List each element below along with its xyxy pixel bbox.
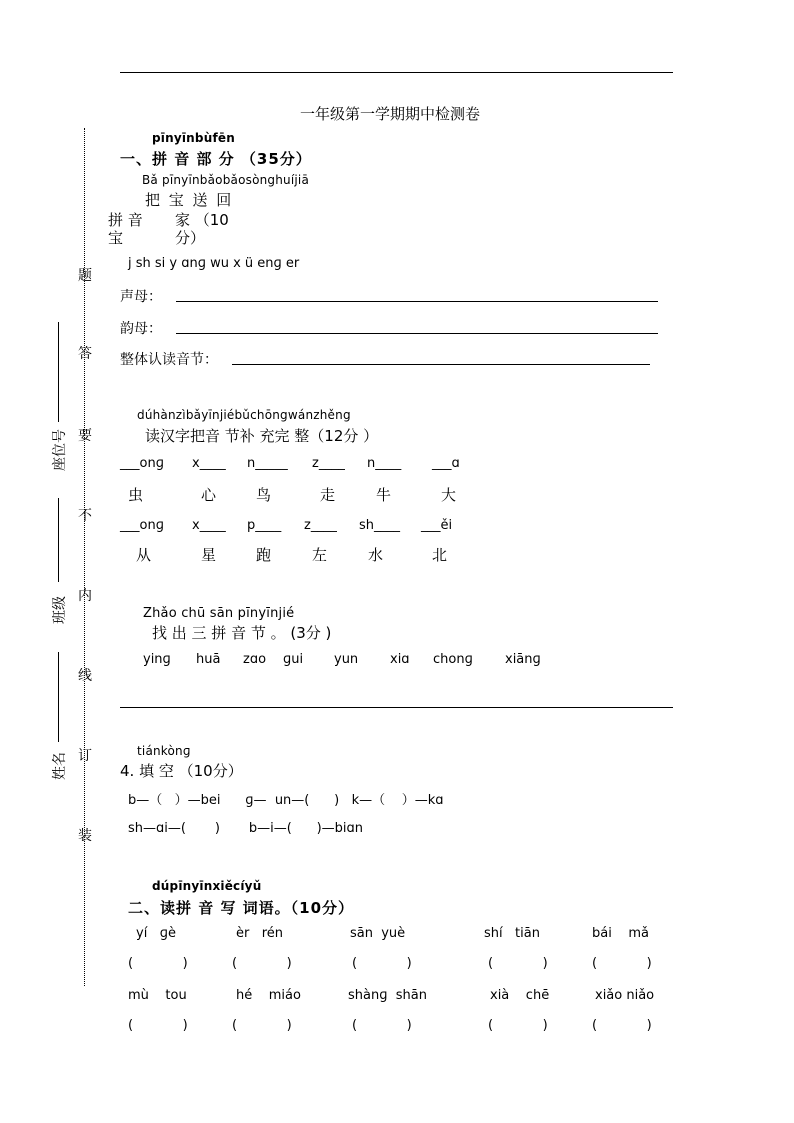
q4-line[interactable]: sh—ɑi—( ) b—i—( )—biɑn <box>128 821 364 836</box>
binding-dotted-line <box>84 128 85 986</box>
q5-pinyin-item: shànɡ shān <box>348 988 427 1003</box>
q2-blank[interactable]: p____ <box>247 518 282 533</box>
q5-pinyin-item: xiǎo niǎo <box>595 988 655 1003</box>
q2-blank[interactable]: ___ěi <box>421 518 453 533</box>
q2-blank[interactable]: ___ɑ <box>432 456 460 471</box>
binding-char: 题 <box>78 268 92 284</box>
q2-hanzi: 从 <box>136 546 152 564</box>
q5-answer-bracket[interactable]: ( ) <box>128 1018 188 1033</box>
seat-number-line <box>58 322 59 422</box>
class-line <box>58 498 59 582</box>
q3-item[interactable]: yinɡ <box>143 652 171 667</box>
top-rule <box>120 72 673 73</box>
name-label: 姓名 <box>52 752 68 780</box>
q2-hanzi: 虫 <box>128 486 144 504</box>
q2-hanzi: 星 <box>201 546 217 564</box>
q2-hanzi: 鸟 <box>256 486 272 504</box>
q2-hanzi: 大 <box>441 486 457 504</box>
q1-pinyin: Bǎ pīnyīnbǎobǎosònghuíjiā <box>142 173 310 187</box>
q3-item[interactable]: yun <box>334 652 359 667</box>
q5-answer-bracket[interactable]: ( ) <box>488 1018 548 1033</box>
binding-char: 装 <box>78 828 92 844</box>
zhengti-answer-line[interactable] <box>232 364 650 365</box>
q5-heading: 二、读拼 音 写 词语。（10分） <box>128 899 355 917</box>
divider-rule <box>120 707 673 708</box>
q2-hanzi: 左 <box>312 546 328 564</box>
q1-hanzi: 把 宝 送 回 <box>145 191 234 209</box>
section1-pinyin: pīnyīnbùfēn <box>152 131 235 145</box>
q4-heading: 4. 填 空 （10分） <box>120 762 243 780</box>
q5-pinyin-item: bái mǎ <box>592 926 649 941</box>
q5-pinyin-item: èr rén <box>236 926 284 941</box>
q5-pinyin-item: hé miáo <box>236 988 301 1003</box>
q2-hanzi: 牛 <box>376 486 392 504</box>
binding-char: 答 <box>78 346 92 362</box>
q2-hanzi: 跑 <box>256 546 272 564</box>
q3-item[interactable]: chonɡ <box>433 652 473 667</box>
q2-pinyin: dúhànzìbǎyīnjiébǔchōngwánzhěng <box>137 408 351 422</box>
q1-text: 家 （10 <box>175 211 229 229</box>
q5-answer-bracket[interactable]: ( ) <box>592 1018 652 1033</box>
class-label: 班级 <box>52 596 68 624</box>
section1-heading: 一、拼 音 部 分 （35分） <box>120 150 312 168</box>
zhengti-label: 整体认读音节： <box>120 352 218 368</box>
q2-hanzi: 北 <box>432 546 448 564</box>
q2-blank[interactable]: x____ <box>192 518 226 533</box>
q3-pinyin: Zhǎo chū sān pīnyīnjié <box>143 606 295 621</box>
q2-blank[interactable]: x____ <box>192 456 226 471</box>
q5-pinyin-item: shí tiān <box>484 926 540 941</box>
q2-blank[interactable]: ___onɡ <box>120 518 164 533</box>
q5-pinyin-item: yí ɡè <box>136 926 176 941</box>
yunmu-answer-line[interactable] <box>176 333 658 334</box>
q1-text: 分） <box>175 229 206 247</box>
q2-blank[interactable]: z____ <box>312 456 345 471</box>
q5-answer-bracket[interactable]: ( ) <box>352 956 412 971</box>
q5-answer-bracket[interactable]: ( ) <box>488 956 548 971</box>
q3-item[interactable]: huā <box>196 652 221 667</box>
binding-char: 订 <box>78 748 92 764</box>
q2-blank[interactable]: n____ <box>367 456 402 471</box>
q4-line[interactable]: b—（ ）—bei ɡ— un—( ) k—（ ）—kɑ <box>128 793 444 808</box>
q5-pinyin: dúpīnyīnxiěcíyǔ <box>152 879 262 893</box>
q5-answer-bracket[interactable]: ( ) <box>352 1018 412 1033</box>
letter-list: j sh si y ɑnɡ wu x ü enɡ er <box>128 256 300 271</box>
seat-number-label: 座位号 <box>52 429 68 471</box>
binding-char: 内 <box>78 588 92 604</box>
q5-pinyin-item: sān yuè <box>350 926 406 941</box>
shengmu-label: 声母： <box>120 289 162 305</box>
q2-blank[interactable]: n_____ <box>247 456 288 471</box>
name-line <box>58 652 59 742</box>
q3-heading: 找 出 三 拼 音 节 。 (3分 ) <box>152 624 332 642</box>
shengmu-answer-line[interactable] <box>176 301 658 302</box>
q5-pinyin-item: xià chē <box>490 988 550 1003</box>
q2-heading: 读汉字把音 节补 充完 整（12分 ） <box>145 427 379 445</box>
q3-item[interactable]: zɑo <box>243 652 267 667</box>
q2-blank[interactable]: z____ <box>304 518 337 533</box>
q1-text: 拼 音 <box>108 211 143 229</box>
q2-hanzi: 心 <box>201 486 217 504</box>
q5-answer-bracket[interactable]: ( ) <box>592 956 652 971</box>
yunmu-label: 韵母： <box>120 321 162 337</box>
q3-item[interactable]: ɡui <box>283 652 304 667</box>
q2-blank[interactable]: sh____ <box>359 518 401 533</box>
q1-text: 宝 <box>108 229 124 247</box>
q3-item[interactable]: xiānɡ <box>505 652 541 667</box>
q2-hanzi: 走 <box>320 486 336 504</box>
q4-pinyin: tiánkònɡ <box>137 744 191 758</box>
q5-answer-bracket[interactable]: ( ) <box>232 1018 292 1033</box>
binding-char: 线 <box>78 668 92 684</box>
q5-answer-bracket[interactable]: ( ) <box>128 956 188 971</box>
binding-char: 要 <box>78 428 92 444</box>
binding-char: 不 <box>78 508 92 524</box>
q5-answer-bracket[interactable]: ( ) <box>232 956 292 971</box>
q2-hanzi: 水 <box>368 546 384 564</box>
q2-blank[interactable]: ___onɡ <box>120 456 164 471</box>
q3-item[interactable]: xiɑ <box>390 652 410 667</box>
page-title: 一年级第一学期期中检测卷 <box>300 105 481 123</box>
q5-pinyin-item: mù tou <box>128 988 187 1003</box>
